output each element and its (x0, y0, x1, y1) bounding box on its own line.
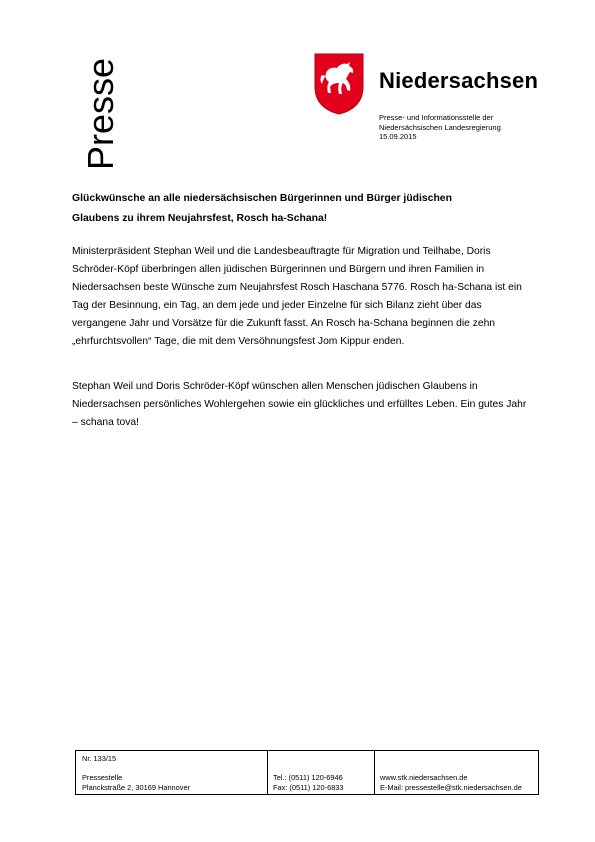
saxon-horse-crest-icon (314, 53, 364, 115)
footer-address (82, 773, 190, 793)
footer-divider-1 (267, 751, 268, 794)
office-info (379, 113, 501, 142)
headline-line-2: Glaubens zu ihrem Neujahrsfest, Rosch ha-Schana! (72, 213, 328, 224)
office-line-1: Presse- und Informationsstelle der (379, 113, 494, 122)
footer-contact (380, 773, 522, 793)
office-line-2: Niedersächsischen Landesregierung (379, 122, 501, 132)
footer-address-title: Pressestelle (82, 773, 123, 782)
footer-box (75, 750, 539, 795)
brand-wordmark: Niedersachsen (379, 68, 539, 93)
body-paragraph-1: Ministerpräsident Stephan Weil und die Landesbeauftragte für Migration und Teilhabe, Doris Schröder-Köpf überbringen allen jüdischen Bürgerinnen und Bürgern und ihren Familien in Niedersachsen beste Wünsche zum Neujahrsfest Rosch Haschana 5776. Rosch ha-Schana ist ein Tag der Besinnung, ein Tag, an dem jede und jeder Einzelne für sich Bilanz zieht über das vergangene Jahr und Vorsätze für die Zukunft fasst. An Rosch ha-Schana beginnen die zehn „ehrfurchtsvollen“ Tage, die mit dem Versöhnungsfest Jom Kippur enden. (72, 246, 522, 347)
footer-email-link[interactable]: E-Mail: pressestelle@stk.niedersachsen.de (380, 783, 522, 792)
footer-address-line: Planckstraße 2, 30169 Hannover (82, 783, 191, 792)
body-paragraph-2: Stephan Weil und Doris Schröder-Köpf wünschen allen Menschen jüdischen Glaubens in Niedersachsen persönliches Wohlergehen sowie ein glückliches und erfülltes Leben. Ein gutes Jahr – schana tova! (72, 381, 527, 428)
press-date: 15.09.2015 (379, 132, 417, 141)
presse-label-text: Presse (80, 57, 121, 170)
headline-line-1: Glückwünsche an alle niedersächsischen Bürgerinnen und Bürger jüdischen (72, 193, 452, 204)
press-number-value: 133/15 (93, 754, 117, 763)
footer-web-link[interactable]: www.stk.niedersachsen.de (380, 773, 468, 782)
footer-fax: Fax: (0511) 120-6833 (273, 783, 344, 792)
press-number (82, 754, 116, 764)
footer-phone (273, 773, 344, 793)
presse-vertical-label (80, 52, 120, 172)
footer-divider-2 (374, 751, 375, 794)
headline (72, 189, 522, 229)
press-number-label: Nr. (82, 754, 92, 763)
footer-tel: Tel.: (0511) 120-6946 (273, 773, 343, 782)
